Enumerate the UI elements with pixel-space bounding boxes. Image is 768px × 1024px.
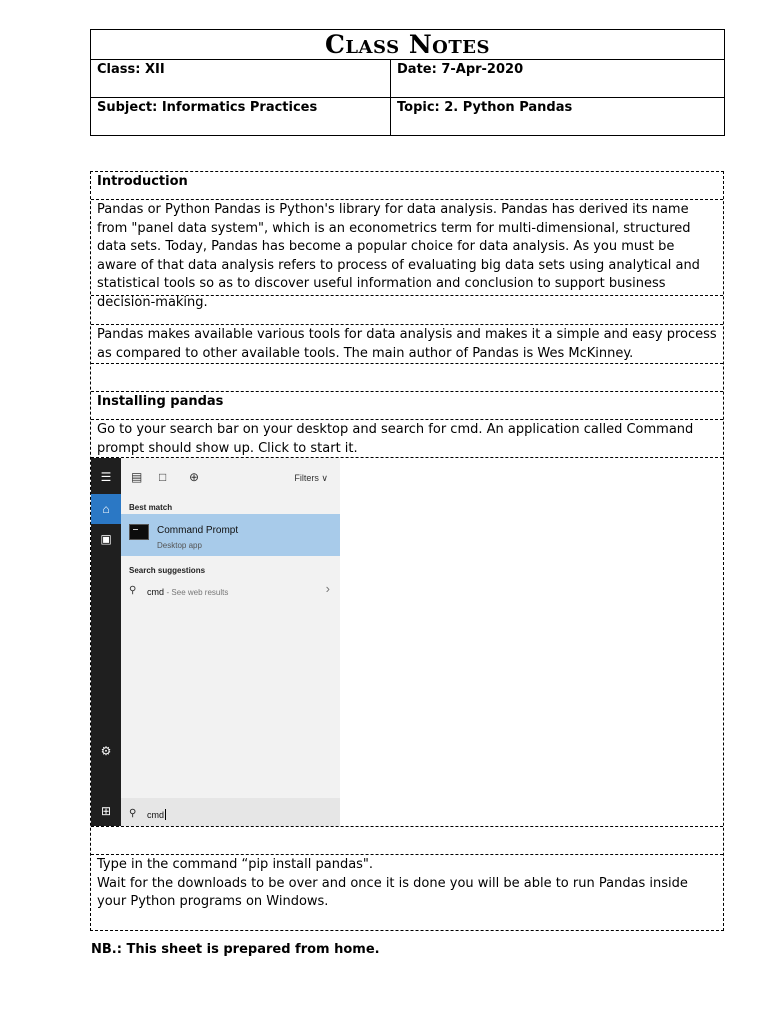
result-subtitle: Desktop app: [157, 541, 202, 550]
windows-start-icon[interactable]: ⊞: [100, 804, 112, 818]
installing-heading: Installing pandas: [91, 392, 723, 420]
blank-row: [91, 364, 723, 392]
web-suggestion-item[interactable]: [121, 580, 340, 598]
text-caret: [165, 809, 166, 820]
command-prompt-result[interactable]: [121, 514, 340, 556]
result-title: Command Prompt: [157, 525, 239, 536]
start-menu-screenshot: [91, 458, 340, 826]
class-cell: Class: XII: [91, 60, 391, 97]
document-filter-icon[interactable]: □: [159, 470, 167, 484]
taskbar-search-box[interactable]: [121, 798, 340, 826]
start-rail: [91, 458, 121, 826]
install-paragraph: Go to your search bar on your desktop and search for cmd. An application called Command prompt should show up. Click to start it.: [91, 420, 723, 458]
apps-filter-icon[interactable]: ▤: [131, 470, 143, 484]
search-icon: ⚲: [129, 585, 137, 596]
filters-dropdown[interactable]: Filters ∨: [294, 473, 328, 483]
header-row-2: [91, 98, 724, 135]
subject-cell: Subject: Informatics Practices: [91, 98, 391, 135]
web-filter-icon[interactable]: ⊕: [189, 470, 200, 484]
hamburger-menu-icon[interactable]: ☰: [100, 470, 112, 484]
intro-paragraph: Pandas or Python Pandas is Python's library for data analysis. Pandas has derived its name from "panel data system", which is an econometrics term for multi-dimensional, structured data sets. Today, Pandas has become a popular choice for data analysis. As you must be aware of that data analysis refers to process of evaluating big data sets using analytical and statistical tools so as to discover useful information and conclusion to support business decision-making.: [91, 200, 723, 296]
page-title: Class Notes: [91, 30, 724, 60]
tools-paragraph: Pandas makes available various tools for data analysis and makes it a simple and easy process as compared to other available tools. The main author of Pandas is Wes McKinney.: [91, 325, 723, 364]
date-cell: Date: 7-Apr-2020: [397, 62, 524, 77]
footer-note: NB.: This sheet is prepared from home.: [91, 942, 380, 957]
search-input[interactable]: cmd: [147, 810, 165, 820]
settings-gear-icon[interactable]: ⚙: [100, 744, 112, 758]
class-notes-header: [90, 29, 725, 136]
blank-row: [91, 826, 723, 855]
pip-command-line: Type in the command “pip install pandas".: [97, 857, 374, 872]
suggestion-hint: - See web results: [166, 588, 229, 597]
best-match-label: Best match: [129, 503, 173, 512]
blank-row: [91, 296, 723, 325]
topic-cell: Topic: 2. Python Pandas: [397, 100, 573, 115]
wait-paragraph: Wait for the downloads to be over and once it is done you will be able to run Pandas inside your Python programs on Windows.: [97, 875, 688, 909]
chevron-right-icon: ›: [325, 581, 330, 596]
home-icon[interactable]: ⌂: [91, 494, 121, 524]
pip-install-section: [91, 855, 723, 930]
search-suggestions-label: Search suggestions: [129, 566, 206, 575]
header-row-1: [91, 60, 724, 98]
chevron-down-icon: ∨: [321, 473, 328, 483]
command-prompt-icon: [129, 524, 149, 540]
suggestion-query: cmd: [147, 587, 165, 597]
search-toolbar: [121, 458, 340, 492]
intro-heading: Introduction: [91, 172, 723, 200]
documents-icon[interactable]: ▣: [100, 532, 112, 546]
search-icon: ⚲: [129, 808, 137, 819]
notes-table: [90, 171, 724, 931]
